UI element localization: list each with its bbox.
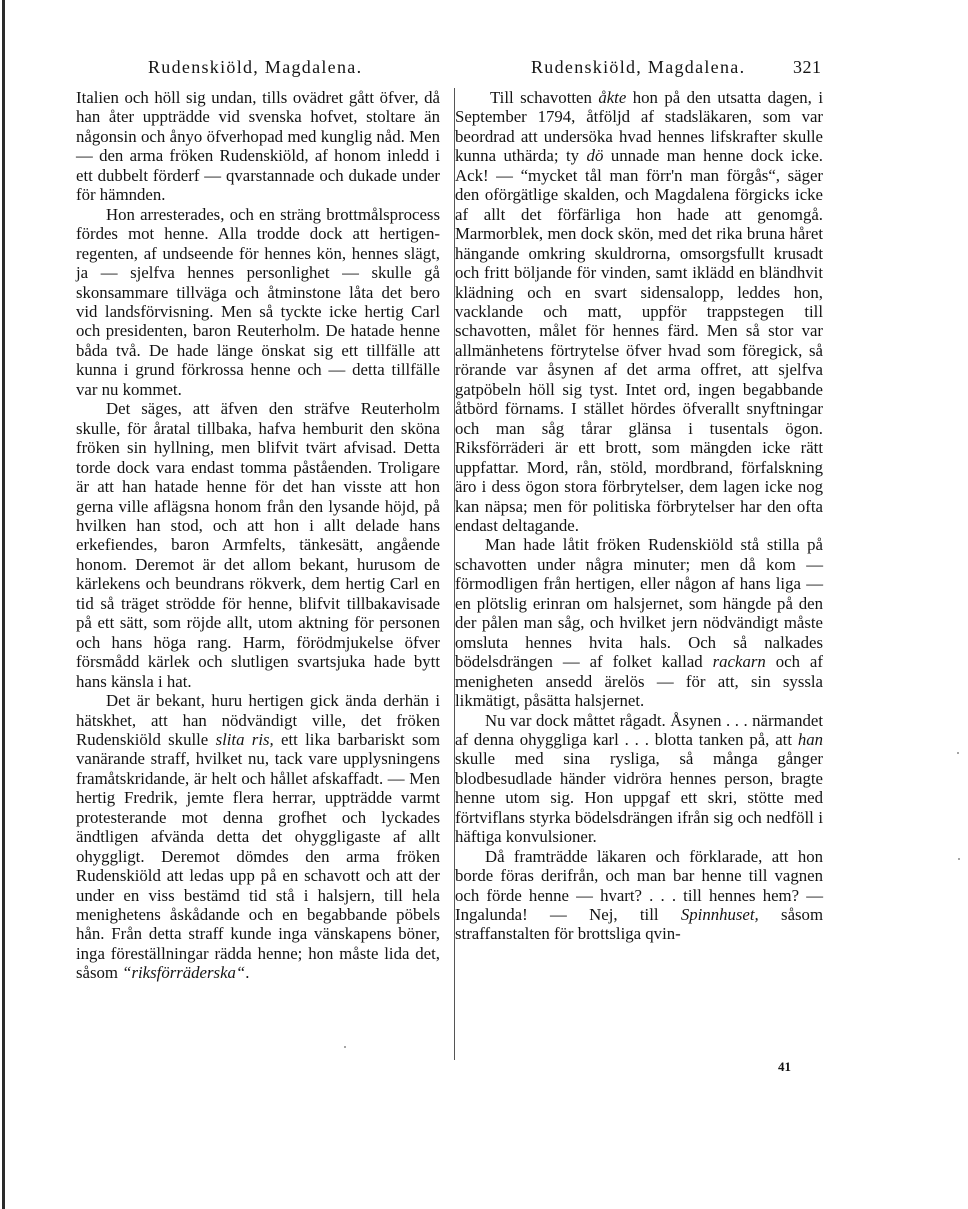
right-running-head: Rudenskiöld, Magdalena. — [531, 57, 746, 77]
ink-speck — [344, 1046, 346, 1048]
text-run: unnade man henne dock icke. Ack! — “mycket tål man förr'n man förgås“, säger den oförgätlige skalden, och Magdalena förgicks icke af allt det förfärliga hon hade att genomgå. Marmorblek, men dock skön, med det rika bruna håret hängande omkring skuldrorna, omsorgsfullt krusadt och fritt böljande för vinden, samt iklädd en bländhvit klädning och en svart sidensalopp, leddes hon, vacklande och matt, uppför trappstegen till schavotten, målet för hennes färd. Men så stor var allmänhetens förtrytelse öfver hvad som föregick, så rörande var åsynen af det arma offret, att sjelfva gatpöbeln höll sig tyst. Intet ord, ingen begabbande åtbörd förnams. I stället hördes öfverallt snyftningar och man såg tårar glänsa i tusentals ögon. Riksförräderi är ett brott, som mängden icke rätt uppfattar. Mord, rån, stöld, mordbrand, förfalskning äro i dess ögon stora förbrytelser, dem lagen icke nog kan näpsa; men för politiska förbrytelser har den ofta endast deltagande. — [455, 146, 823, 535]
italic-word: Spinnhuset, — [680, 905, 759, 925]
text-run: Då framträdde läkaren och förklarade, att hon borde föras derifrån, och man bar henne till vagnen och förde henne — hvart? . . . till hennes hem? — Ingalunda! — Nej, till — [455, 846, 823, 925]
right-paragraph-4 — [455, 847, 823, 944]
text-run: Till schavotten — [490, 88, 599, 107]
text-run: Det är bekant, huru hertigen gick ända derhän i hätskhet, att han nödvändigt ville, det fröken Rudenskiöld skulle — [76, 691, 440, 749]
right-paragraph-3 — [455, 711, 823, 847]
right-column — [455, 88, 823, 944]
left-paragraph-4 — [76, 691, 440, 983]
italic-quote: “riksförräderska“ — [122, 963, 246, 983]
text-run: såsom straffanstalten för brottsliga qvin- — [455, 905, 824, 944]
italic-phrase: slita ris, — [215, 729, 274, 749]
left-column — [76, 88, 440, 983]
text-run: skulle med sina rysliga, så många gånger blodbesudlade händer vidröra hennes person, bragte henne utom sig. Hon uppgaf ett skri, stötte med förtviflans styrka bödelsdrängen ifrån sig och nedföll i häftiga konvulsioner. — [455, 749, 823, 847]
ink-speck — [957, 752, 959, 754]
left-paragraph-3: Det säges, att äfven den sträfve Reuterholm skulle, för åratal tillbaka, hafva hemburit den sköna fröken sin hyllning, men blifvit tvärt afvisad. Detta torde dock vara endast tomma påståenden. Troligare är att han hatade henne för det han visste att hon gerna ville aflägsna honom från den lysande höjd, på hvilken han stod, och att hon i allt delade hans erkefiendes, baron Armfelts, tänkesätt, angående honom. Deremot är det allom bekant, hurusom de kärlekens och beundrans rökverk, dem hertig Carl en tid så träget strödde för henne, blifvit tillbakavisade på ett sätt, som röjde allt, utom aktning för personen och hans höga rang. Harm, förödmjukelse öfver försmådd kärlek och slutligen svartsjuka hade bytt hans känsla i hat. — [76, 399, 440, 691]
page-edge-mark — [2, 0, 5, 1209]
page-number: 321 — [793, 57, 822, 77]
italic-word: åkte — [598, 88, 627, 107]
ink-speck — [958, 858, 960, 860]
text-run: Nu var dock måttet rågadt. Åsynen . . . närmandet af denna ohyggliga karl . . . blotta tanken på, att — [455, 710, 823, 749]
left-running-head: Rudenskiöld, Magdalena. — [148, 57, 363, 77]
italic-word: dö — [586, 146, 604, 166]
italic-word: han — [797, 729, 823, 749]
text-run: ett lika barbariskt som vanärande straff, hvilket nu, tack vare upplysningens framåtskridande, är helt och hållet afskaffadt. — Men hertig Fredrik, jemte flera herrar, uppträdde varmt protesterande mot denna grofhet och lyckades ändtligen afvända detta det ohyggligaste af allt ohyggligt. Deremot dömdes den arma fröken Rudenskiöld att ledas upp på en schavott och att der under en viss bestämd tid stå i halsjern, till hela menighetens åskådande och en begabbande pöbels hån. Från detta straff kunde inga vänskapens böner, inga föreställningar rädda henne; hon måste lida det, såsom — [76, 729, 440, 983]
text-run: hon på den utsatta dagen, i September 1794, åtföljd af stadsläkaren, som var beordrad att undersöka hvad hennes lifskrafter skulle kunna uthärda; ty — [455, 88, 823, 166]
right-paragraph-2 — [455, 535, 823, 710]
right-paragraph-1 — [455, 88, 823, 535]
left-paragraph-2: Hon arresterades, och en sträng brottmålsprocess fördes mot henne. Alla trodde dock att hertigen-regenten, af undseende för hennes kön, hennes slägt, ja — sjelfva hennes personlighet — skulle gå skonsammare tillväga och åtminstone låta det bero vid landsförvisning. Men så tyckte icke hertig Carl och presidenten, baron Reuterholm. De hatade henne båda två. De hade länge önskat sig ett tillfälle att kunna i grund förkrossa henne och — detta tillfälle var nu kommet. — [76, 204, 440, 399]
printer-signature-mark: 41 — [778, 1059, 791, 1074]
text-run: och af menigheten ansedd ärelös — för att, sin syssla likmätigt, påsätta halsjernet. — [455, 652, 823, 711]
text-run: . — [245, 963, 250, 983]
italic-word: rackarn — [712, 652, 766, 672]
left-paragraph-1: Italien och höll sig undan, tills ovädret gått öfver, då han åter uppträdde vid svenska hofvet, stoltare än någonsin och ånyo öfverhopad med kunglig nåd. Men — den arma fröken Rudenskiöld, af honom inledd i ett dubbelt förderf — qvarstannade och dukade under för hämnden. — [76, 88, 440, 205]
text-run: Man hade låtit fröken Rudenskiöld stå stilla på schavotten under några minuter; men då kom — förmodligen från hertigen, eller någon af hans liga — en plötslig erinran om halsjernet, som hängde på den der pålen man såg, och hvilket jern nödvändigt måste omsluta hennes hvita hals. Och så nalkades bödelsdrängen — af folket kallad — [455, 535, 823, 672]
